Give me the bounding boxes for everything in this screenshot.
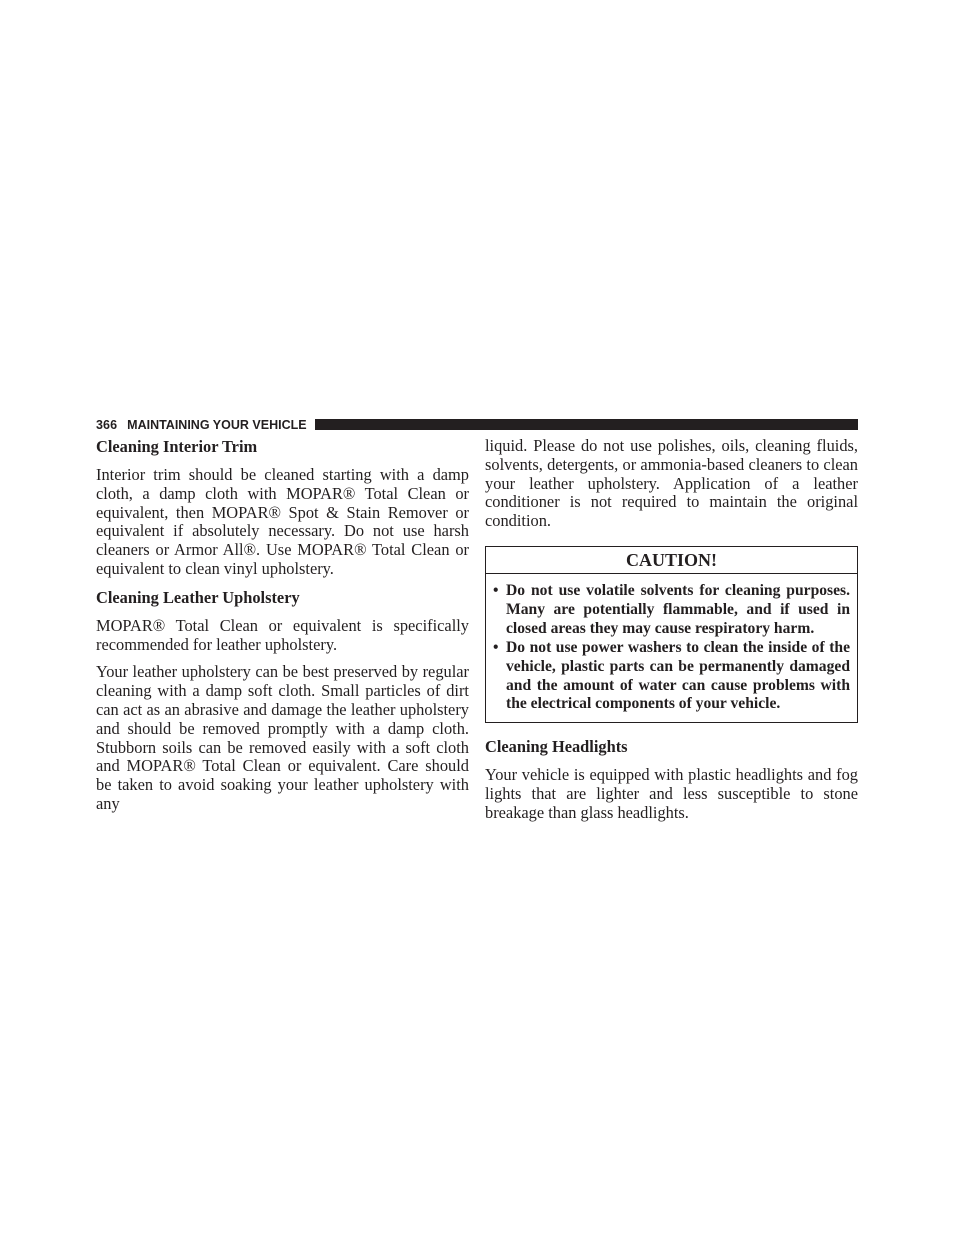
caution-item-text: Do not use volatile solvents for cleaning purposes. Many are potentially flammable, and if used in closed areas they may cause respiratory harm. [506,581,850,637]
paragraph-interior-trim: Interior trim should be cleaned starting with a damp cloth, a damp cloth with MOPAR® Total Clean or equivalent, then MOPAR® Spot & Stain Remover or equivalent if absolutely necessary. Do not use harsh cleaners or Armor All®. Use MOPAR® Total Clean or equivalent to clean vinyl upholstery. [96,465,469,578]
bullet-icon: • [493,638,499,656]
heading-cleaning-headlights: Cleaning Headlights [485,737,628,757]
page-number: 366 [96,417,118,432]
section-title: MAINTAINING YOUR VEHICLE [127,417,307,432]
paragraph-leather-care-continued: liquid. Please do not use polishes, oils, cleaning fluids, solvents, detergents, or ammonia-based cleaners to clean your leather upholstery. Application of a leather conditioner is not required to maintain the original condition. [485,436,858,531]
caution-box [485,546,858,723]
page-header [96,417,858,432]
caution-item [493,582,850,639]
header-rule [315,419,858,430]
heading-cleaning-leather-upholstery: Cleaning Leather Upholstery [96,587,300,607]
right-column [485,437,858,832]
caution-title: CAUTION! [486,547,857,574]
paragraph-leather-care: Your leather upholstery can be best preserved by regular cleaning with a damp soft cloth. Small particles of dirt can act as an abrasive and damage the leather upholstery and should be removed promptly with a damp cloth. Stubborn soils can be removed easily with a soft cloth and MOPAR® Total Clean or equivalent. Care should be taken to avoid soaking your leather upholstery with any [96,662,469,813]
caution-item-text: Do not use power washers to clean the inside of the vehicle, plastic parts can be permanently damaged and the amount of water can cause problems with the electrical components of your vehicle. [506,638,850,713]
caution-item [493,639,850,715]
paragraph-headlights: Your vehicle is equipped with plastic headlights and fog lights that are lighter and less susceptible to stone breakage than glass headlights. [485,765,858,822]
caution-list [486,574,857,722]
left-column [96,437,469,823]
bullet-icon: • [493,581,499,599]
heading-cleaning-interior-trim: Cleaning Interior Trim [96,437,258,456]
paragraph-leather-recommendation: MOPAR® Total Clean or equivalent is specifically recommended for leather upholstery. [96,615,469,654]
